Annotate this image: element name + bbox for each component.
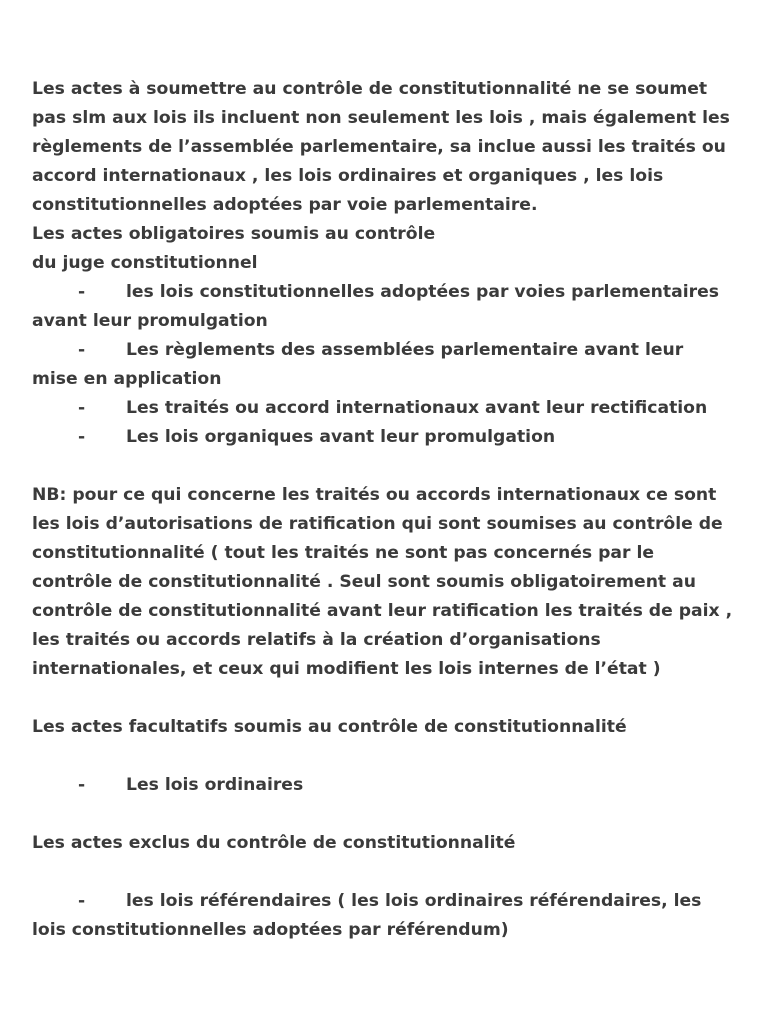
optional-heading: Les actes facultatifs soumis au contrôle de constitutionnalité — [32, 717, 627, 737]
intro-paragraph — [32, 75, 744, 220]
intro-line: règlements de l’assemblée parlementaire, sa inclue aussi les traités ou — [32, 137, 726, 157]
mandatory-heading-line: Les actes obligatoires soumis au contrôle — [32, 224, 436, 244]
bullet-dash: - — [78, 427, 86, 447]
list-item-text: Les lois ordinaires — [126, 775, 304, 795]
bullet-dash: - — [78, 398, 86, 418]
bullet-dash: - — [78, 775, 86, 795]
intro-line: pas slm aux lois ils incluent non seulement les lois , mais également les — [32, 108, 730, 128]
nb-paragraph — [32, 481, 744, 684]
mandatory-list — [32, 278, 744, 452]
list-item-text: Les règlements des assemblées parlementaire avant leur — [126, 340, 684, 360]
optional-list — [32, 771, 744, 800]
list-item-text: les lois constitutionnelles adoptées par voies parlementaires — [126, 282, 719, 302]
list-item — [32, 423, 744, 452]
list-item — [32, 394, 744, 423]
list-item — [32, 887, 744, 945]
nb-line: internationales, et ceux qui modifient les lois internes de l’état ) — [32, 659, 661, 679]
nb-line: constitutionnalité ( tout les traités ne sont pas concernés par le — [32, 543, 655, 563]
spacer — [32, 452, 744, 481]
spacer — [32, 858, 744, 887]
mandatory-heading — [32, 220, 744, 278]
list-item-text: les lois référendaires ( les lois ordinaires référendaires, les — [126, 891, 702, 911]
bullet-dash: - — [78, 282, 86, 302]
list-item-continuation: lois constitutionnelles adoptées par référendum) — [32, 920, 509, 940]
excluded-list — [32, 887, 744, 945]
nb-line: contrôle de constitutionnalité . Seul sont soumis obligatoirement au — [32, 572, 696, 592]
spacer — [32, 684, 744, 713]
intro-line: Les actes à soumettre au contrôle de constitutionnalité ne se soumet — [32, 79, 708, 99]
list-item-continuation: avant leur promulgation — [32, 311, 268, 331]
intro-line: constitutionnelles adoptées par voie parlementaire. — [32, 195, 538, 215]
nb-line: les traités ou accords relatifs à la création d’organisations — [32, 630, 601, 650]
list-item — [32, 278, 744, 336]
list-item — [32, 336, 744, 394]
nb-line: contrôle de constitutionnalité avant leur ratification les traités de paix , — [32, 601, 733, 621]
bullet-dash: - — [78, 891, 86, 911]
nb-line: les lois d’autorisations de ratification qui sont soumises au contrôle de — [32, 514, 723, 534]
list-item — [32, 771, 744, 800]
bullet-dash: - — [78, 340, 86, 360]
spacer — [32, 800, 744, 829]
nb-line: NB: pour ce qui concerne les traités ou accords internationaux ce sont — [32, 485, 717, 505]
spacer — [32, 742, 744, 771]
list-item-text: Les traités ou accord internationaux avant leur rectification — [126, 398, 708, 418]
list-item-continuation: mise en application — [32, 369, 222, 389]
excluded-heading: Les actes exclus du contrôle de constitutionnalité — [32, 833, 516, 853]
mandatory-heading-line: du juge constitutionnel — [32, 253, 258, 273]
intro-line: accord internationaux , les lois ordinaires et organiques , les lois — [32, 166, 664, 186]
document-page — [32, 75, 744, 945]
list-item-text: Les lois organiques avant leur promulgation — [126, 427, 556, 447]
